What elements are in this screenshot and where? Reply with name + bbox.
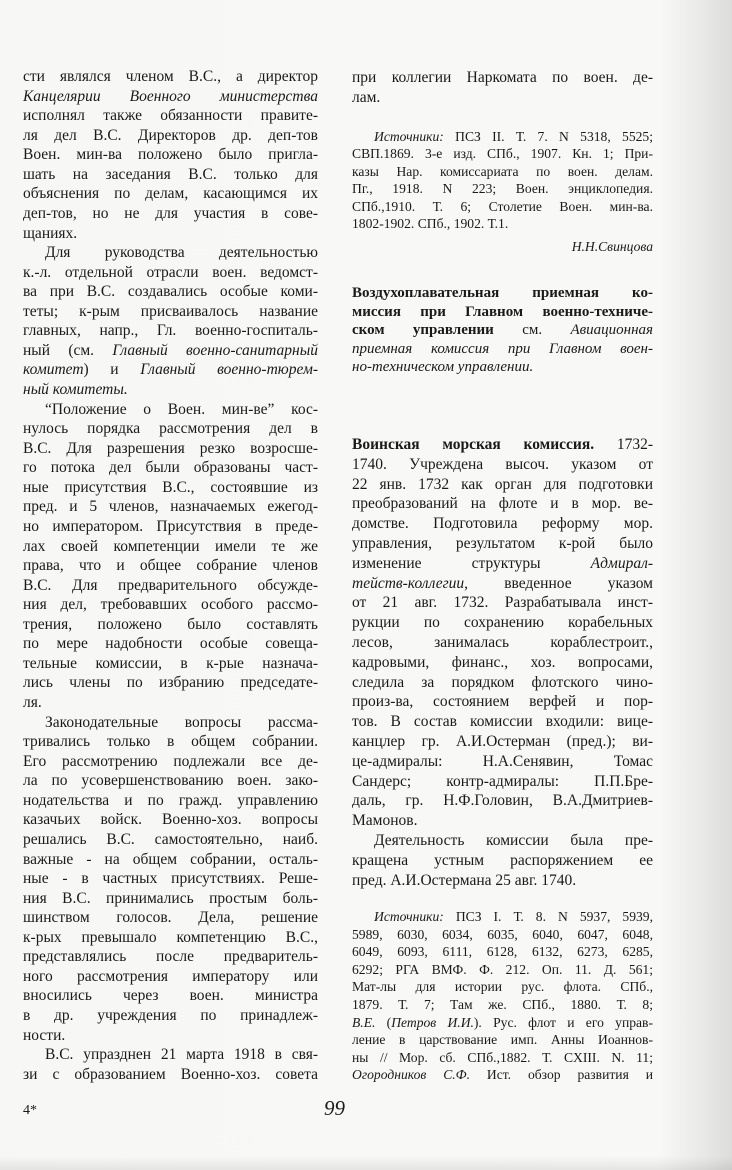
cross-reference-entry bbox=[352, 284, 653, 377]
text-line: ния В.С. принимались простым боль- bbox=[23, 889, 318, 907]
text-line: кращена устным распоряжением ее bbox=[352, 851, 653, 869]
text-line: СВП.1869. 3-е изд. СПб., 1907. Кн. 1; При- bbox=[352, 146, 653, 162]
text-line: сти являлся членом В.С., а директор bbox=[23, 68, 318, 85]
text-line: го потока дел были образованы част- bbox=[23, 459, 318, 477]
text-line: к-рых превышало компетенцию В.С., bbox=[23, 928, 318, 946]
text-line: кадровыми, финанс., хоз. вопросами, bbox=[352, 653, 653, 671]
text-segment: Ист. обзор развития и bbox=[470, 1067, 653, 1083]
sources-list-2 bbox=[352, 908, 653, 1084]
text-line bbox=[23, 87, 318, 107]
text-line: 22 янв. 1732 как орган для подготовки bbox=[352, 475, 653, 493]
text-line: ности. bbox=[23, 1026, 66, 1044]
text-line: права, что и общее собрание членов bbox=[23, 557, 318, 575]
text-line: В.С. Для разрешения резко возросше- bbox=[23, 439, 318, 457]
text-line: теты; к-рым присваивалось название bbox=[23, 302, 318, 320]
text-line: “Положение о Воен. мин-ве” кос- bbox=[45, 400, 318, 418]
text-line: к.-л. отдельной отрасли воен. ведомст- bbox=[23, 263, 318, 281]
text-line: следила за порядком флотского чино- bbox=[352, 673, 653, 691]
scan-shadow bbox=[0, 1156, 732, 1170]
text-line: Деятельность комиссии была пре- bbox=[374, 831, 653, 849]
text-line: Законодательные вопросы рассма- bbox=[45, 713, 318, 731]
text-segment: ПСЗ I. Т. 8. N 5937, 5939, bbox=[443, 909, 653, 924]
text-line: управления, результатом к-рой было bbox=[352, 534, 653, 552]
entry-title: Воинская морская комиссия. bbox=[352, 436, 595, 453]
text-segment: ПСЗ II. Т. 7. N 5318, 5525; bbox=[443, 129, 653, 144]
text-segment: ный (см. bbox=[23, 341, 113, 359]
text-line bbox=[352, 321, 653, 340]
text-segment: ) и bbox=[83, 361, 141, 379]
sources-list-1 bbox=[352, 128, 653, 232]
text-line: нодательства и по гражд. управлению bbox=[23, 791, 318, 809]
author-signature: Н.Н.Свинцова bbox=[571, 239, 653, 254]
text-segment: 1732- bbox=[594, 436, 653, 453]
italic-text: приемная комиссия при Главном воен- bbox=[352, 340, 653, 357]
text-line: ные - в частных присутствиях. Реше- bbox=[23, 870, 318, 888]
text-line: лам. bbox=[352, 89, 381, 106]
text-line bbox=[352, 1066, 653, 1084]
text-line: в др. учреждения по принадлеж- bbox=[23, 1007, 318, 1024]
text-line: В.С. Для предварительного обсужде- bbox=[23, 576, 318, 594]
text-line: 1879. Т. 7; Там же. СПб., 1880. Т. 8; bbox=[352, 996, 653, 1012]
text-line: Мат-лы для истории рус. флота. СПб., bbox=[352, 979, 653, 995]
text-line: ля дел В.С. Директоров др. деп-тов bbox=[23, 126, 318, 144]
text-line bbox=[352, 358, 653, 377]
text-line: нулось порядка рассмотрения дел в bbox=[23, 420, 318, 438]
text-line: преобразований на флоте и в мор. ве- bbox=[352, 495, 653, 513]
text-line bbox=[352, 435, 653, 455]
italic-text: комитет bbox=[23, 361, 84, 379]
text-segment: изменение структуры bbox=[352, 554, 591, 572]
text-line: главных, напр., Гл. военно-госпиталь- bbox=[23, 322, 318, 340]
entry-title: ском управлении bbox=[352, 322, 494, 338]
text-line: ля. bbox=[23, 694, 42, 711]
text-line: Пг., 1918. N 223; Воен. энциклопедия. bbox=[352, 181, 653, 197]
italic-text: Источники: bbox=[374, 909, 444, 924]
text-line: ные присутствия В.С., состоявшие из bbox=[23, 478, 318, 496]
text-line bbox=[352, 908, 653, 926]
text-line: тривались только в общем собрании. bbox=[23, 733, 318, 751]
text-line: произ-ва, состоянием верфей и пор- bbox=[352, 693, 653, 711]
text-line bbox=[352, 574, 653, 594]
text-line: вносились через воен. министра bbox=[23, 987, 318, 1005]
text-line: В.С. упразднен 21 марта 1918 в свя- bbox=[45, 1046, 318, 1064]
text-line: 6292; РГА ВМФ. Ф. 212. Оп. 11. Д. 561; bbox=[352, 961, 653, 977]
text-line: пред. А.И.Остермана 25 авг. 1740. bbox=[352, 871, 577, 889]
text-line: Сандерс; контр-адмиралы: П.П.Бре- bbox=[352, 772, 653, 790]
text-line: трения, положено было составлять bbox=[23, 615, 318, 633]
text-line: шать на заседания В.С. только для bbox=[23, 165, 318, 183]
text-line: СПб.,1910. Т. 6; Столетие Воен. мин-ва. bbox=[352, 198, 653, 214]
text-line bbox=[23, 380, 318, 400]
italic-text: Петров И.И. bbox=[391, 1014, 474, 1030]
text-line bbox=[352, 128, 653, 145]
text-line: домстве. Подготовила реформу мор. bbox=[352, 515, 653, 533]
text-line: ния дел, требовавших особого рассмо- bbox=[23, 596, 318, 614]
text-line: казачьих войск. Военно-хоз. вопросы bbox=[23, 811, 318, 829]
text-segment: ). Рус. флот и его управ- bbox=[473, 1014, 653, 1030]
text-line: лись члены по избранию председате- bbox=[23, 674, 318, 692]
entry-title: Воздухоплавательная приемная ко- bbox=[352, 285, 653, 301]
text-line: тов. В состав комиссии входили: вице- bbox=[352, 713, 653, 731]
text-line bbox=[352, 340, 653, 359]
text-line: представлялись после предваритель- bbox=[23, 948, 318, 966]
right-column-continuation bbox=[352, 68, 653, 108]
text-line: зи с образованием Военно-хоз. совета bbox=[23, 1065, 318, 1083]
text-line: казы Нар. комиссариата по воен. делам. bbox=[352, 163, 653, 179]
text-line: 1740. Учреждена высоч. указом от bbox=[352, 455, 653, 473]
italic-text: Главный военно-санитарный bbox=[112, 341, 318, 359]
text-line: Для руководства деятельностью bbox=[45, 244, 318, 262]
italic-text: но-техническом управлении. bbox=[352, 359, 534, 375]
italic-text: В.Е. bbox=[352, 1014, 376, 1030]
text-line: тельные комиссии, в к-рые назнача- bbox=[23, 654, 318, 672]
text-line bbox=[352, 554, 653, 574]
text-line: объяснения по делам, касающимся их bbox=[23, 185, 318, 203]
text-line bbox=[352, 303, 653, 322]
italic-text: Канцелярии Военного министерства bbox=[23, 87, 318, 105]
text-line: деп-тов, но не для участия в сове- bbox=[23, 204, 318, 222]
text-line: 5989, 6030, 6034, 6035, 6040, 6047, 6048, bbox=[352, 926, 653, 942]
text-line: пред. и 5 членов, назначаемых ежегод- bbox=[23, 498, 318, 516]
text-line: Воен. мин-ва положено было пригла- bbox=[23, 146, 318, 164]
text-line bbox=[23, 360, 318, 380]
italic-text: тейств-коллегии bbox=[352, 574, 465, 592]
text-line: це-адмиралы: Н.А.Сенявин, Томас bbox=[352, 752, 653, 770]
text-line bbox=[352, 284, 653, 303]
text-line: канцлер гр. А.И.Остерман (пред.); ви- bbox=[352, 732, 653, 750]
text-segment: , введенное указом bbox=[464, 574, 653, 592]
text-line: щаниях. bbox=[23, 224, 78, 242]
text-line: Мамонов. bbox=[352, 812, 418, 830]
text-line: лесов, занималась кораблестроит., bbox=[352, 633, 653, 651]
text-line: шинством голосов. Дела, решение bbox=[23, 909, 318, 927]
italic-text: Источники: bbox=[374, 129, 444, 144]
text-line: ного рассмотрения императору или bbox=[23, 967, 318, 985]
text-line: ва при В.С. создавались особые коми- bbox=[23, 283, 318, 301]
text-line: ление в царствование имп. Анны Иоаннов- bbox=[352, 1032, 653, 1048]
text-line: но императором. Присутствия в преде- bbox=[23, 517, 318, 535]
italic-text: Адмирал- bbox=[590, 554, 653, 572]
text-line: решались В.С. самостоятельно, наиб. bbox=[23, 830, 318, 848]
text-line: Его рассмотрению подлежали все де- bbox=[23, 752, 318, 770]
text-segment: см. bbox=[493, 322, 571, 338]
text-line: рукции по сохранению корабельных bbox=[352, 614, 653, 632]
entry-title: миссия при Главном военно-техниче- bbox=[352, 303, 653, 320]
text-line: ла по усовершенствованию воен. зако- bbox=[23, 772, 318, 790]
article-voinskaya-morskaya-komissiya bbox=[352, 435, 653, 890]
italic-text: Авиационная bbox=[570, 322, 653, 338]
text-line: исполнял также обязанности правите- bbox=[23, 107, 318, 125]
left-column-text bbox=[23, 67, 318, 1084]
text-line: лах своей компетенции имели те же bbox=[23, 537, 318, 555]
italic-text: Огородников С.Ф. bbox=[352, 1067, 470, 1083]
italic-text: Главный военно-тюрем- bbox=[140, 361, 318, 379]
printer-signature-mark: 4* bbox=[23, 1103, 37, 1118]
text-line: важные - на общем собрании, осталь- bbox=[23, 850, 318, 868]
text-line: ны // Мор. сб. СПб.,1882. Т. CXIII. N. 11; bbox=[352, 1049, 653, 1065]
text-line bbox=[352, 1014, 653, 1032]
text-segment: ( bbox=[375, 1014, 392, 1030]
text-line bbox=[23, 341, 318, 361]
text-line: 1802-1902. СПб., 1902. Т.1. bbox=[352, 215, 509, 231]
page-number: 99 bbox=[324, 1096, 345, 1120]
text-line: от 21 авг. 1732. Разрабатывала инст- bbox=[352, 594, 653, 612]
text-line: 6049, 6093, 6111, 6128, 6132, 6273, 6285, bbox=[352, 944, 653, 960]
text-line: по мере надобности особые совеща- bbox=[23, 635, 318, 653]
text-line: даль, гр. Н.Ф.Головин, В.А.Дмитриев- bbox=[352, 792, 653, 810]
italic-text: ный комитеты. bbox=[23, 381, 128, 398]
text-line: при коллегии Наркомата по воен. де- bbox=[352, 69, 653, 86]
